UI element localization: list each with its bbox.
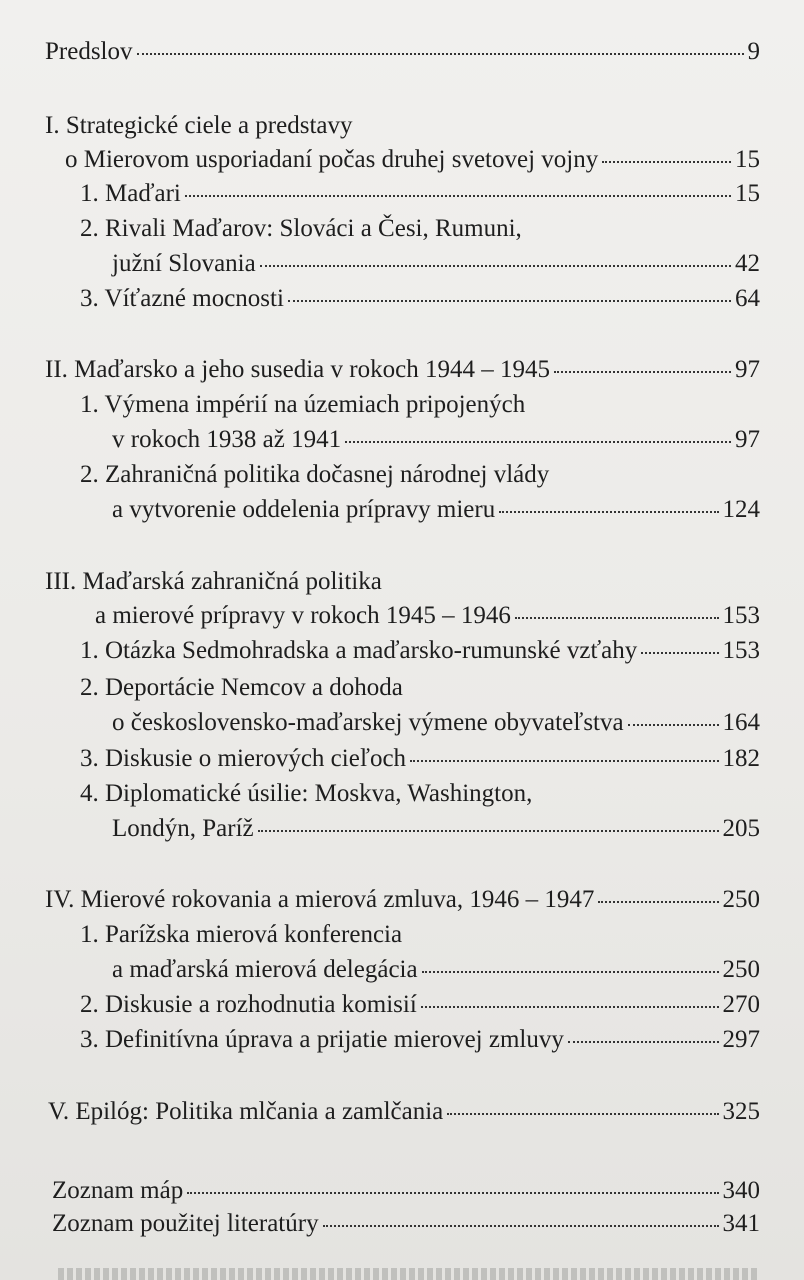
toc-entry-1-2-line1: 2. Rivali Maďarov: Slováci a Česi, Rumuni, bbox=[80, 215, 522, 242]
dot-leader bbox=[345, 441, 731, 443]
entry-page: 205 bbox=[722, 815, 760, 842]
toc-entry-chapter-2 bbox=[45, 355, 760, 385]
entry-title: o československo-maďarskej výmene obyvateľstva bbox=[112, 709, 624, 736]
entry-page: 97 bbox=[735, 426, 760, 453]
dot-leader bbox=[499, 511, 718, 513]
toc-entry-3-1 bbox=[80, 636, 760, 666]
toc-entry-1-1 bbox=[80, 179, 760, 209]
toc-entry-3-3 bbox=[80, 744, 760, 774]
entry-page: 182 bbox=[722, 745, 760, 772]
dot-leader bbox=[260, 265, 731, 267]
toc-entry-1-3 bbox=[80, 284, 760, 314]
entry-page: 340 bbox=[722, 1177, 760, 1204]
dot-leader bbox=[421, 1006, 719, 1008]
toc-entry-3-2-line1: 2. Deportácie Nemcov a dohoda bbox=[80, 674, 403, 701]
entry-title: a mierové prípravy v rokoch 1945 – 1946 bbox=[95, 602, 511, 629]
entry-title: II. Maďarsko a jeho susedia v rokoch 1944 – 1945 bbox=[45, 356, 550, 383]
entry-title: Zoznam použitej literatúry bbox=[52, 1210, 319, 1237]
entry-title: a maďarská mierová delegácia bbox=[112, 956, 418, 983]
chapter-heading-1: I. Strategické ciele a predstavy bbox=[45, 112, 353, 139]
toc-entry-maps bbox=[52, 1176, 760, 1206]
dot-leader bbox=[137, 53, 744, 55]
toc-entry-4-1-line1: 1. Parížska mierová konferencia bbox=[80, 921, 403, 948]
toc-entry-4-1 bbox=[112, 955, 760, 985]
entry-title: 1. Maďari bbox=[80, 180, 181, 207]
dot-leader bbox=[187, 1192, 718, 1194]
entry-title: IV. Mierové rokovania a mierová zmluva, 1946 – 1947 bbox=[45, 886, 595, 913]
toc-entry-1-2 bbox=[112, 249, 760, 279]
entry-page: 64 bbox=[735, 285, 760, 312]
entry-title: a vytvorenie oddelenia prípravy mieru bbox=[112, 496, 496, 523]
entry-page: 325 bbox=[722, 1098, 760, 1125]
entry-title: v rokoch 1938 až 1941 bbox=[112, 426, 342, 453]
toc-entry-chapter-4 bbox=[45, 885, 760, 915]
entry-page: 297 bbox=[722, 1026, 760, 1053]
dot-leader bbox=[185, 195, 731, 197]
dot-leader bbox=[288, 300, 731, 302]
dot-leader bbox=[602, 161, 731, 163]
toc-entry-4-3 bbox=[80, 1025, 760, 1055]
dot-leader bbox=[447, 1113, 718, 1115]
dot-leader bbox=[323, 1225, 719, 1227]
entry-page: 124 bbox=[722, 496, 760, 523]
dot-leader bbox=[422, 971, 719, 973]
entry-title: 2. Diskusie a rozhodnutia komisií bbox=[80, 991, 417, 1018]
dot-leader bbox=[568, 1041, 719, 1043]
entry-title: 1. Otázka Sedmohradska a maďarsko-rumunské vzťahy bbox=[80, 637, 638, 664]
dot-leader bbox=[598, 901, 718, 903]
toc-entry-2-1 bbox=[112, 425, 760, 455]
toc-entry-chapter-5 bbox=[48, 1097, 760, 1127]
entry-page: 250 bbox=[722, 956, 760, 983]
toc-entry-predslov bbox=[45, 37, 760, 67]
dot-leader bbox=[410, 760, 718, 762]
entry-page: 9 bbox=[747, 38, 760, 65]
toc-entry-2-2-line1: 2. Zahraničná politika dočasnej národnej vlády bbox=[80, 461, 550, 488]
entry-title: 3. Víťazné mocnosti bbox=[80, 285, 284, 312]
entry-title: Zoznam máp bbox=[52, 1177, 184, 1204]
entry-page: 250 bbox=[722, 886, 760, 913]
entry-page: 153 bbox=[722, 637, 760, 664]
toc-entry-3-2 bbox=[112, 708, 760, 738]
entry-title: južní Slovania bbox=[112, 250, 256, 277]
entry-title: 3. Definitívna úprava a prijatie mierovej zmluvy bbox=[80, 1026, 564, 1053]
entry-page: 42 bbox=[735, 250, 760, 277]
dot-leader bbox=[515, 617, 719, 619]
entry-page: 15 bbox=[735, 180, 760, 207]
entry-title: Londýn, Paríž bbox=[112, 815, 254, 842]
toc-entry-2-2 bbox=[112, 495, 760, 525]
dot-leader bbox=[628, 724, 719, 726]
entry-page: 153 bbox=[722, 602, 760, 629]
chapter-heading-3: III. Maďarská zahraničná politika bbox=[45, 568, 382, 595]
entry-page: 97 bbox=[735, 356, 760, 383]
entry-title: o Mierovom usporiadaní počas druhej svetovej vojny bbox=[65, 146, 599, 173]
toc-entry-chapter-1 bbox=[65, 145, 760, 175]
dot-leader bbox=[258, 830, 719, 832]
entry-title: Predslov bbox=[45, 38, 133, 65]
entry-page: 270 bbox=[722, 991, 760, 1018]
entry-title: 3. Diskusie o mierových cieľoch bbox=[80, 745, 407, 772]
entry-page: 164 bbox=[722, 709, 760, 736]
toc-entry-4-2 bbox=[80, 990, 760, 1020]
toc-entry-2-1-line1: 1. Výmena impérií na územiach pripojených bbox=[80, 391, 526, 418]
toc-entry-chapter-3 bbox=[95, 601, 760, 631]
entry-page: 341 bbox=[722, 1210, 760, 1237]
next-page-bleed bbox=[58, 1268, 758, 1280]
toc-entry-literature bbox=[52, 1209, 760, 1239]
toc-entry-3-4 bbox=[112, 814, 760, 844]
dot-leader bbox=[641, 652, 718, 654]
entry-title: V. Epilóg: Politika mlčania a zamlčania bbox=[48, 1098, 444, 1125]
entry-page: 15 bbox=[735, 146, 760, 173]
toc-entry-3-4-line1: 4. Diplomatické úsilie: Moskva, Washington, bbox=[80, 780, 533, 807]
dot-leader bbox=[554, 371, 731, 373]
